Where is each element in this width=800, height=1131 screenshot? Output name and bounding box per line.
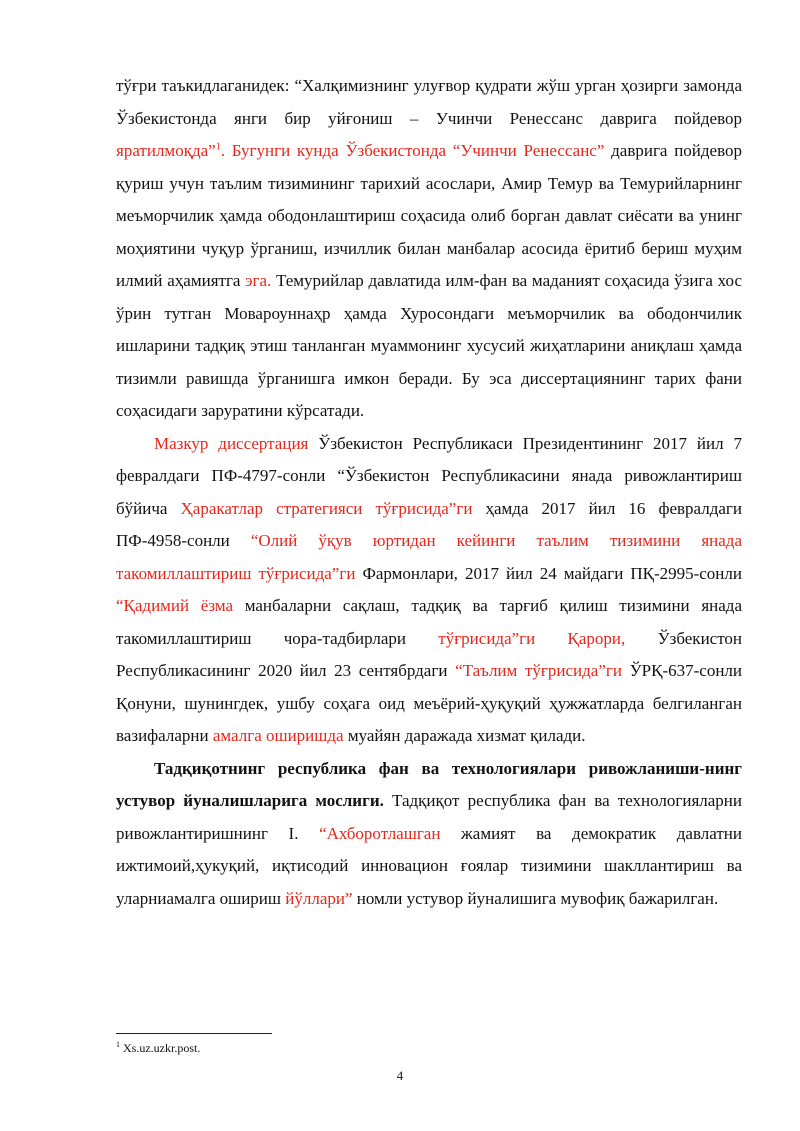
paragraph-2 xyxy=(116,428,742,753)
text-run: Фармонлари, 2017 йил 24 майдаги ПҚ-2995-сонли xyxy=(355,563,742,583)
highlighted-text: “Қадимий ёзма xyxy=(116,596,234,615)
text-run: Ўзбекистон Республикаси Президентининг 2017 йил 7 февралдаги ПФ-4797-сонли “Ўзбекистон Республикасини янада ривожлантириш бўйича xyxy=(116,433,742,518)
text-run: манбаларни сақлаш, тадқиқ ва тарғиб қилиш тизимини янада такомиллаштириш чора-тадбирлари xyxy=(116,596,742,648)
text-run: номли устувор йуналишига мувофиқ бажарилган. xyxy=(352,888,719,908)
text-run: Ўзбекистон Республикасининг 2020 йил 23 сентябрдаги xyxy=(116,628,743,680)
footnote-text: Xs.uz.uzkr.post. xyxy=(120,1041,201,1055)
footnote xyxy=(116,1040,200,1056)
highlighted-text: йўллари” xyxy=(285,888,353,908)
highlighted-text: Ҳаракатлар стратегияси тўғрисида”ги xyxy=(180,498,473,518)
text-run: ЎРҚ-637-сонли Қонуни, шунингдек, ушбу соҳага оид меъёрий-ҳуқуқий ҳужжатларда белгиланган вазифаларни xyxy=(116,661,742,745)
paragraph-3 xyxy=(116,753,742,916)
text-run: даврига пойдевор қуриш учун таълим тизимининг тарихий асослари, Амир Темур ва Темурийларнинг меъморчилик ҳамда ободонлаштириш соҳасида олиб борган давлат сиёсати ва унинг моҳиятини чуқур ўрганиш, изчиллик билан манбалар асосида ёритиб бериш муҳим илмий аҳамиятга xyxy=(116,141,742,290)
paragraph-1 xyxy=(116,70,742,428)
highlighted-text: амалга оширишда xyxy=(212,726,344,745)
highlighted-text: яратилмоқда” xyxy=(116,141,216,160)
highlighted-text: . Бугунги кунда Ўзбекистонда “Учинчи Ренессанс” xyxy=(220,141,605,160)
section-heading: Тадқиқотнинг республика фан ва технологиялари ривожланиши-нинг устувор йуналишларига мослиги. xyxy=(116,758,742,810)
text-run: тўғри таъкидлаганидек: “Халқимизнинг улуғвор қудрати жўш урган ҳозирги замонда Ўзбекистонда янги бир уйғониш – Учинчи Ренессанс даврига пойдевор xyxy=(116,76,742,128)
highlighted-text: тўғрисида”ги Қарори, xyxy=(438,628,626,648)
page-number: 4 xyxy=(396,1068,404,1083)
highlighted-text: “Олий ўқув юртидан кейинги таълим тизимини янада такомиллаштириш тўғрисида”ги xyxy=(116,531,742,583)
highlighted-text: “Ахборотлашган xyxy=(319,823,441,843)
highlighted-text: эга. xyxy=(245,271,272,290)
highlighted-text: “Таълим тўғрисида”ги xyxy=(455,661,622,680)
footnote-marker: 1 xyxy=(116,1040,120,1049)
footnote-reference[interactable]: 1 xyxy=(215,141,221,153)
text-run: Темурийлар давлатида илм-фан ва маданият соҳасида ўзига хос ўрин тутган Мовароуннаҳр ҳамда Хуросондаги меъморчилик ва ободончилик ишларини тадқиқ этиш танланган муаммонинг хусусий жиҳатларини аниқлаш ҳамда тизимли равишда ўрганишга имкон беради. Бу эса диссертациянинг тарих фани соҳасидаги заруратини кўрсатади. xyxy=(116,271,742,420)
text-run: Тадқиқот республика фан ва технологияларни ривожлантиришнинг I. xyxy=(116,791,742,843)
text-run: муайян даражада хизмат қилади. xyxy=(343,726,586,745)
body-text xyxy=(116,70,742,915)
footnote-divider xyxy=(116,1033,272,1034)
text-run: жамият ва демократик давлатни ижтимоий,ҳукуқий, иқтисодий инновацион ғоялар тизимини шакллантириш ва уларниамалга ошириш xyxy=(116,823,742,908)
highlighted-text: Мазкур диссертация xyxy=(154,433,309,453)
text-run: ҳамда 2017 йил 16 февралдаги ПФ-4958-сонли xyxy=(116,498,742,550)
